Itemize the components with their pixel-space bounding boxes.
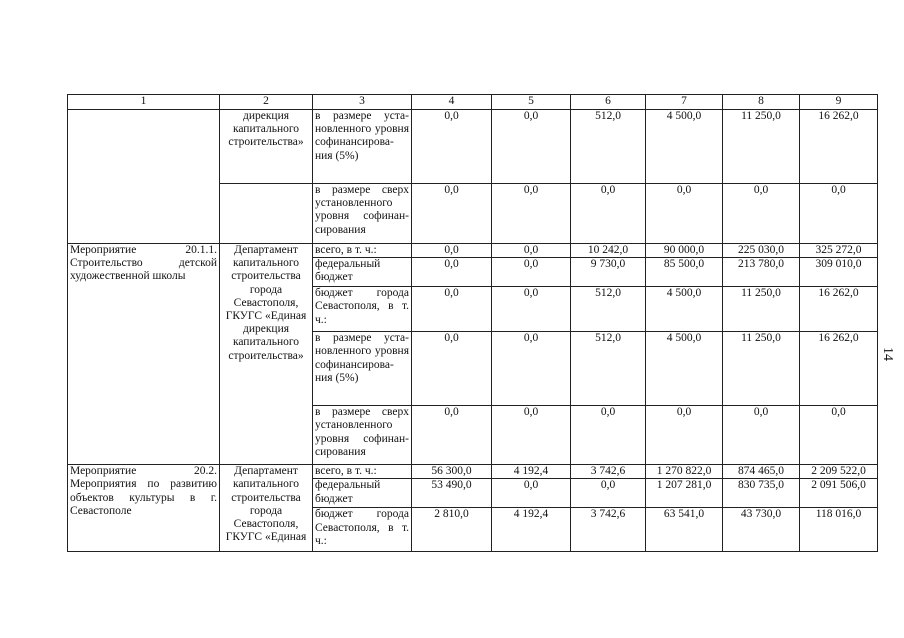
value-cell: 4 500,0 [646, 287, 723, 332]
table-row [68, 465, 878, 479]
value-cell: 0,0 [571, 406, 646, 465]
value-cell: 0,0 [646, 406, 723, 465]
value-cell: 4 500,0 [646, 110, 723, 184]
value-cell: 309 010,0 [800, 258, 878, 287]
value-cell: 0,0 [571, 479, 646, 508]
value-cell: 325 272,0 [800, 244, 878, 258]
funding-source-cell: всего, в т. ч.: [313, 244, 412, 258]
value-cell: 118 016,0 [800, 508, 878, 552]
value-cell: 0,0 [412, 406, 492, 465]
funding-source-cell: федеральный бюджет [313, 258, 412, 287]
value-cell: 9 730,0 [571, 258, 646, 287]
executor-cell [220, 184, 313, 244]
value-cell: 16 262,0 [800, 332, 878, 406]
value-cell: 90 000,0 [646, 244, 723, 258]
value-cell: 0,0 [412, 110, 492, 184]
measure-cell [68, 110, 220, 244]
value-cell: 0,0 [492, 406, 571, 465]
value-cell: 2 209 522,0 [800, 465, 878, 479]
value-cell: 2 810,0 [412, 508, 492, 552]
value-cell: 2 091 506,0 [800, 479, 878, 508]
header-cell: 1 [68, 95, 220, 110]
value-cell: 0,0 [492, 110, 571, 184]
value-cell: 0,0 [571, 184, 646, 244]
value-cell: 11 250,0 [723, 287, 800, 332]
value-cell: 512,0 [571, 332, 646, 406]
value-cell: 1 207 281,0 [646, 479, 723, 508]
value-cell: 830 735,0 [723, 479, 800, 508]
value-cell: 0,0 [412, 244, 492, 258]
funding-source-cell: бюджет города Севастополя, в т. ч.: [313, 287, 412, 332]
executor-cell: Департамент капитального строительства города Севастополя, ГКУГС «Единая [220, 465, 313, 552]
table-row [68, 110, 878, 184]
value-cell: 0,0 [723, 406, 800, 465]
value-cell: 0,0 [412, 332, 492, 406]
value-cell: 0,0 [492, 479, 571, 508]
executor-cell: Департамент капитального строительства города Севастополя, ГКУГС «Единая дирекция капитального строительства» [220, 244, 313, 465]
header-cell: 6 [571, 95, 646, 110]
value-cell: 4 192,4 [492, 508, 571, 552]
value-cell: 0,0 [492, 184, 571, 244]
value-cell: 512,0 [571, 110, 646, 184]
value-cell: 4 192,4 [492, 465, 571, 479]
funding-source-cell: в размере сверх установленного уровня софинан-сирования [313, 184, 412, 244]
value-cell: 3 742,6 [571, 465, 646, 479]
executor-cell: дирекция капитального строительства» [220, 110, 313, 184]
value-cell: 10 242,0 [571, 244, 646, 258]
value-cell: 63 541,0 [646, 508, 723, 552]
funding-source-cell: бюджет города Севастополя, в т. ч.: [313, 508, 412, 552]
table-row [68, 244, 878, 258]
header-cell: 8 [723, 95, 800, 110]
value-cell: 0,0 [800, 184, 878, 244]
value-cell: 16 262,0 [800, 287, 878, 332]
value-cell: 43 730,0 [723, 508, 800, 552]
value-cell: 11 250,0 [723, 332, 800, 406]
funding-source-cell: всего, в т. ч.: [313, 465, 412, 479]
table-header-row [68, 95, 878, 110]
header-cell: 3 [313, 95, 412, 110]
funding-source-cell: в размере сверх установленного уровня софинан-сирования [313, 406, 412, 465]
value-cell: 53 490,0 [412, 479, 492, 508]
value-cell: 213 780,0 [723, 258, 800, 287]
value-cell: 3 742,6 [571, 508, 646, 552]
header-cell: 7 [646, 95, 723, 110]
header-cell: 9 [800, 95, 878, 110]
value-cell: 0,0 [492, 287, 571, 332]
header-cell: 2 [220, 95, 313, 110]
measure-cell: Мероприятие 20.2. Мероприятия по развитию объектов культуры в г. Севастополе [68, 465, 220, 552]
value-cell: 56 300,0 [412, 465, 492, 479]
page-number: 14 [880, 347, 895, 361]
value-cell: 0,0 [412, 258, 492, 287]
value-cell: 0,0 [723, 184, 800, 244]
value-cell: 0,0 [800, 406, 878, 465]
value-cell: 4 500,0 [646, 332, 723, 406]
measure-cell: Мероприятие 20.1.1. Строительство детской художественной школы [68, 244, 220, 465]
value-cell: 0,0 [646, 184, 723, 244]
value-cell: 0,0 [492, 332, 571, 406]
funding-source-cell: федеральный бюджет [313, 479, 412, 508]
value-cell: 874 465,0 [723, 465, 800, 479]
value-cell: 0,0 [412, 287, 492, 332]
funding-source-cell: в размере уста-новленного уровня софинансирова-ния (5%) [313, 110, 412, 184]
value-cell: 0,0 [492, 244, 571, 258]
funding-source-cell: в размере уста-новленного уровня софинансирова-ния (5%) [313, 332, 412, 406]
value-cell: 0,0 [412, 184, 492, 244]
value-cell: 16 262,0 [800, 110, 878, 184]
value-cell: 1 270 822,0 [646, 465, 723, 479]
value-cell: 0,0 [492, 258, 571, 287]
value-cell: 85 500,0 [646, 258, 723, 287]
budget-table [67, 94, 878, 552]
header-cell: 4 [412, 95, 492, 110]
value-cell: 225 030,0 [723, 244, 800, 258]
value-cell: 512,0 [571, 287, 646, 332]
value-cell: 11 250,0 [723, 110, 800, 184]
header-cell: 5 [492, 95, 571, 110]
